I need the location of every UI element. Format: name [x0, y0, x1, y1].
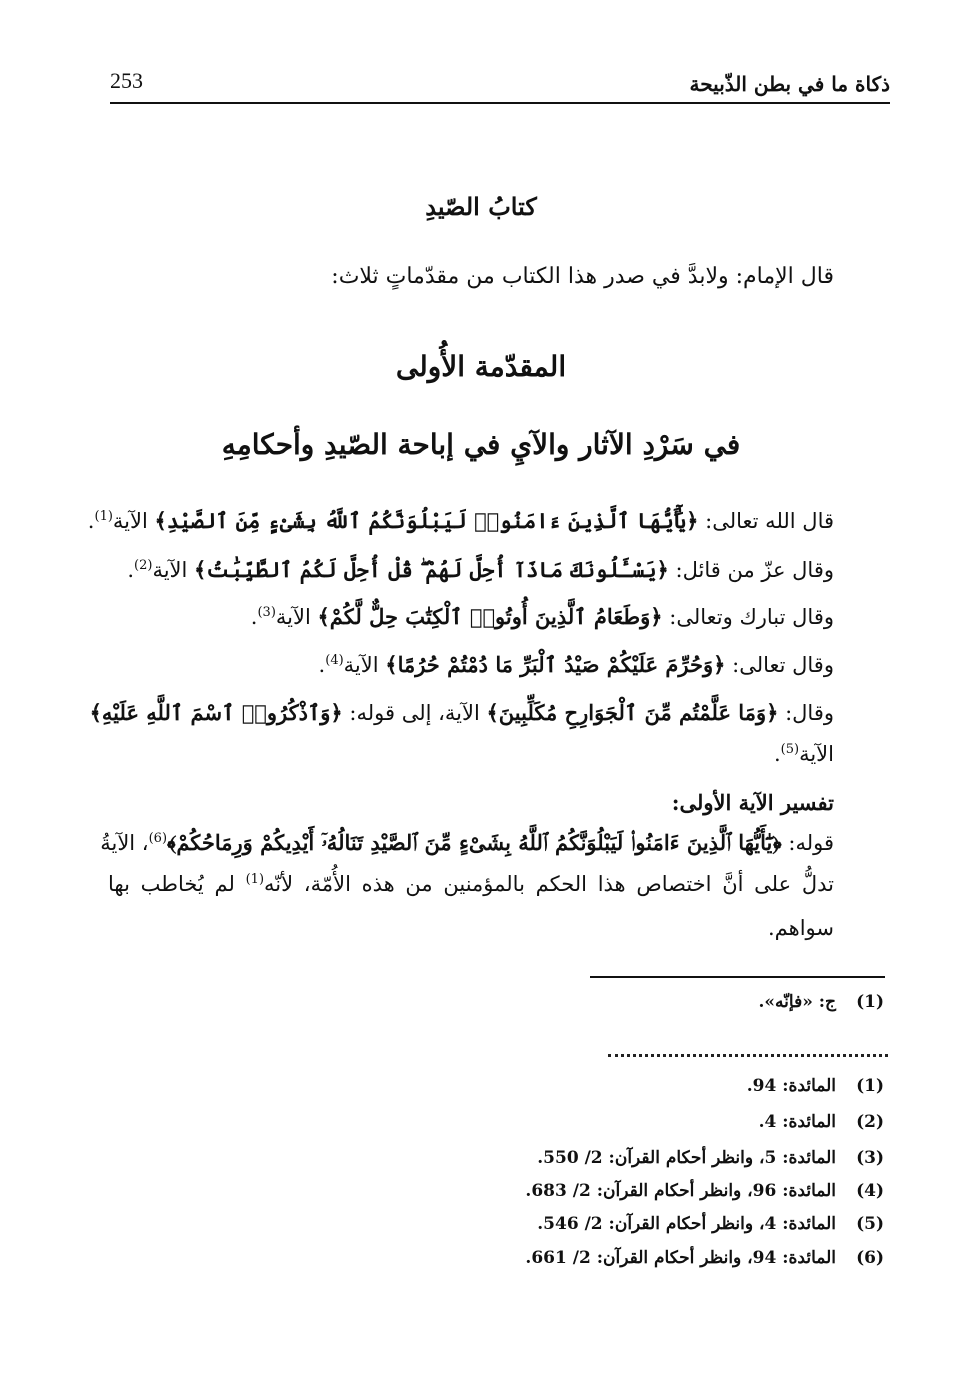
- footnote-number: (5): [856, 1214, 884, 1234]
- dotted-separator: [608, 1054, 888, 1057]
- footnote-number: (1): [856, 992, 884, 1012]
- manuscript-note: [759, 992, 885, 1012]
- book-title: كتابُ الصّيدِ: [425, 192, 537, 221]
- footnote-ref: (1): [245, 872, 265, 887]
- footnote-ref: (1): [94, 509, 113, 524]
- verse-intro: وقال عزّ من قائل:: [668, 558, 834, 582]
- quran-quote: ﴿وَٱذْكُرُوا۟ ٱسْمَ ٱللَّهِ عَلَيْهِ﴾: [89, 700, 343, 725]
- footnote-ref: (5): [780, 742, 800, 757]
- quran-quote: ﴿وَحُرِّمَ عَلَيْكُمْ صَيْدُ ٱلْبَرِّ مَا دُمْتُمْ حُرُمًا﴾: [385, 652, 726, 677]
- tafsir-text: ، الآيةُ: [100, 831, 149, 855]
- footnote-number: (3): [856, 1148, 884, 1168]
- footnote-text: ج: «فإنّه».: [758, 992, 836, 1012]
- footnote-text: المائدة: 4.: [758, 1112, 836, 1132]
- quran-quote: ﴿وَمَا عَلَّمْتُم مِّنَ ٱلْجَوَارِحِ مُكَلِّبِينَ﴾: [486, 700, 779, 725]
- quran-quote: ﴿يَٰٓأَيُّهَا ٱلَّذِينَ ءَامَنُوا۟ لَيَبْلُوَنَّكُمُ ٱللَّهُ بِشَىْءٍ مِّنَ ٱلصَّيْدِ﴾: [154, 508, 699, 533]
- footnote-text: المائدة: 94، وانظر أحكام القرآن: 2/ 661.: [525, 1248, 836, 1268]
- footnote-1: [747, 1076, 884, 1096]
- footnote-text: المائدة: 5، وانظر أحكام القرآن: 2/ 550.: [537, 1148, 836, 1168]
- footnote-ref: (6): [148, 831, 168, 846]
- page-number: 253: [110, 68, 143, 93]
- verse-line-4: [319, 652, 834, 677]
- tafsir-text: سواهم.: [767, 916, 834, 940]
- footnote-ref: (3): [257, 605, 276, 620]
- footnote-2: [759, 1112, 884, 1132]
- footnote-3: [537, 1148, 884, 1168]
- footnote-4: [525, 1181, 884, 1201]
- period: .: [773, 742, 781, 766]
- verse-intro: قال الله تعالى:: [698, 509, 834, 533]
- verse-ayah-word: الآية: [343, 653, 386, 677]
- tafsir-line-1: [100, 830, 834, 856]
- running-title: ذكاة ما في بطن الذّبيحة: [689, 72, 890, 96]
- footnote-text: المائدة: 4، وانظر أحكام القرآن: 2/ 546.: [537, 1214, 836, 1234]
- tafsir-intro: قوله:: [781, 831, 834, 855]
- tafsir-text: لم يُخاطب بها: [108, 872, 246, 896]
- period: .: [250, 605, 258, 629]
- quran-quote: ﴿وَطَعَامُ ٱلَّذِينَ أُوتُوا۟ ٱلْكِتَٰبَ حِلٌّ لَّكُمْ﴾: [317, 604, 663, 629]
- footnote-ref: (4): [325, 653, 344, 668]
- verse-intro: وقال:: [778, 701, 834, 725]
- period: .: [127, 558, 135, 582]
- footnote-number: (4): [856, 1181, 884, 1201]
- quran-quote: ﴿يَٰٓأَيُّهَا ٱلَّذِينَ ءَامَنُوا۟ لَيَبْلُوَنَّكُمُ ٱللَّهُ بِشَىْءٍ مِّنَ ٱلصَّيْدِ تَنَالُهُۥٓ أَيْدِيكُمْ وَرِمَاحُكُمْ﴾: [167, 830, 782, 855]
- footnote-text: المائدة: 96، وانظر أحكام القرآن: 2/ 683.: [525, 1181, 836, 1201]
- verse-line-1: [88, 508, 834, 533]
- footnote-separator: [590, 976, 885, 978]
- verse-ayah-word: الآية: [275, 605, 318, 629]
- footnote-number: (6): [856, 1248, 884, 1268]
- verse-intro: وقال تعالى:: [725, 653, 834, 677]
- tafsir-line-3: [108, 916, 834, 940]
- verse-line-5-tail: [108, 742, 834, 766]
- verse-line-5: [89, 700, 834, 725]
- quran-quote: ﴿يَسْـَٔلُونَكَ مَاذَآ أُحِلَّ لَهُمْ ۖ قُلْ أُحِلَّ لَكُمُ ٱلطَّيِّبَٰتُ﴾: [194, 557, 669, 582]
- verse-ayah-word: الآية: [152, 558, 195, 582]
- footnote-number: (1): [856, 1076, 884, 1096]
- intro-paragraph: قال الإمام: ولابدَّ في صدر هذا الكتاب من مقدّماتٍ ثلاث:: [331, 264, 834, 289]
- verse-connector: الآية، إلى قوله:: [342, 701, 487, 725]
- period: .: [87, 509, 95, 533]
- footnote-ref: (2): [134, 558, 153, 573]
- footnote-6: [525, 1248, 884, 1268]
- verse-intro: وقال تبارك وتعالى:: [662, 605, 834, 629]
- footnote-text: المائدة: 94.: [746, 1076, 836, 1096]
- footnote-number: (2): [856, 1112, 884, 1132]
- period: .: [318, 653, 326, 677]
- tafsir-heading: تفسير الآية الأولى:: [671, 790, 834, 815]
- verse-line-2: [127, 557, 834, 583]
- running-header: [110, 68, 890, 104]
- section-subtitle: في سَرْدِ الآثار والآيِ في إباحة الصّيدِ وأحكامِهِ: [221, 428, 741, 461]
- verse-ayah-word: الآية: [799, 742, 834, 766]
- tafsir-line-2: [108, 872, 834, 896]
- verse-line-3: [251, 604, 834, 629]
- footnote-5: [537, 1214, 884, 1234]
- verse-ayah-word: الآية: [112, 509, 155, 533]
- section-title: المقدّمة الأُولى: [395, 350, 567, 383]
- tafsir-text: تدلُّ على أنَّ اختصاص هذا الحكم بالمؤمنين من هذه الأُمّة، لأنّه: [264, 872, 834, 896]
